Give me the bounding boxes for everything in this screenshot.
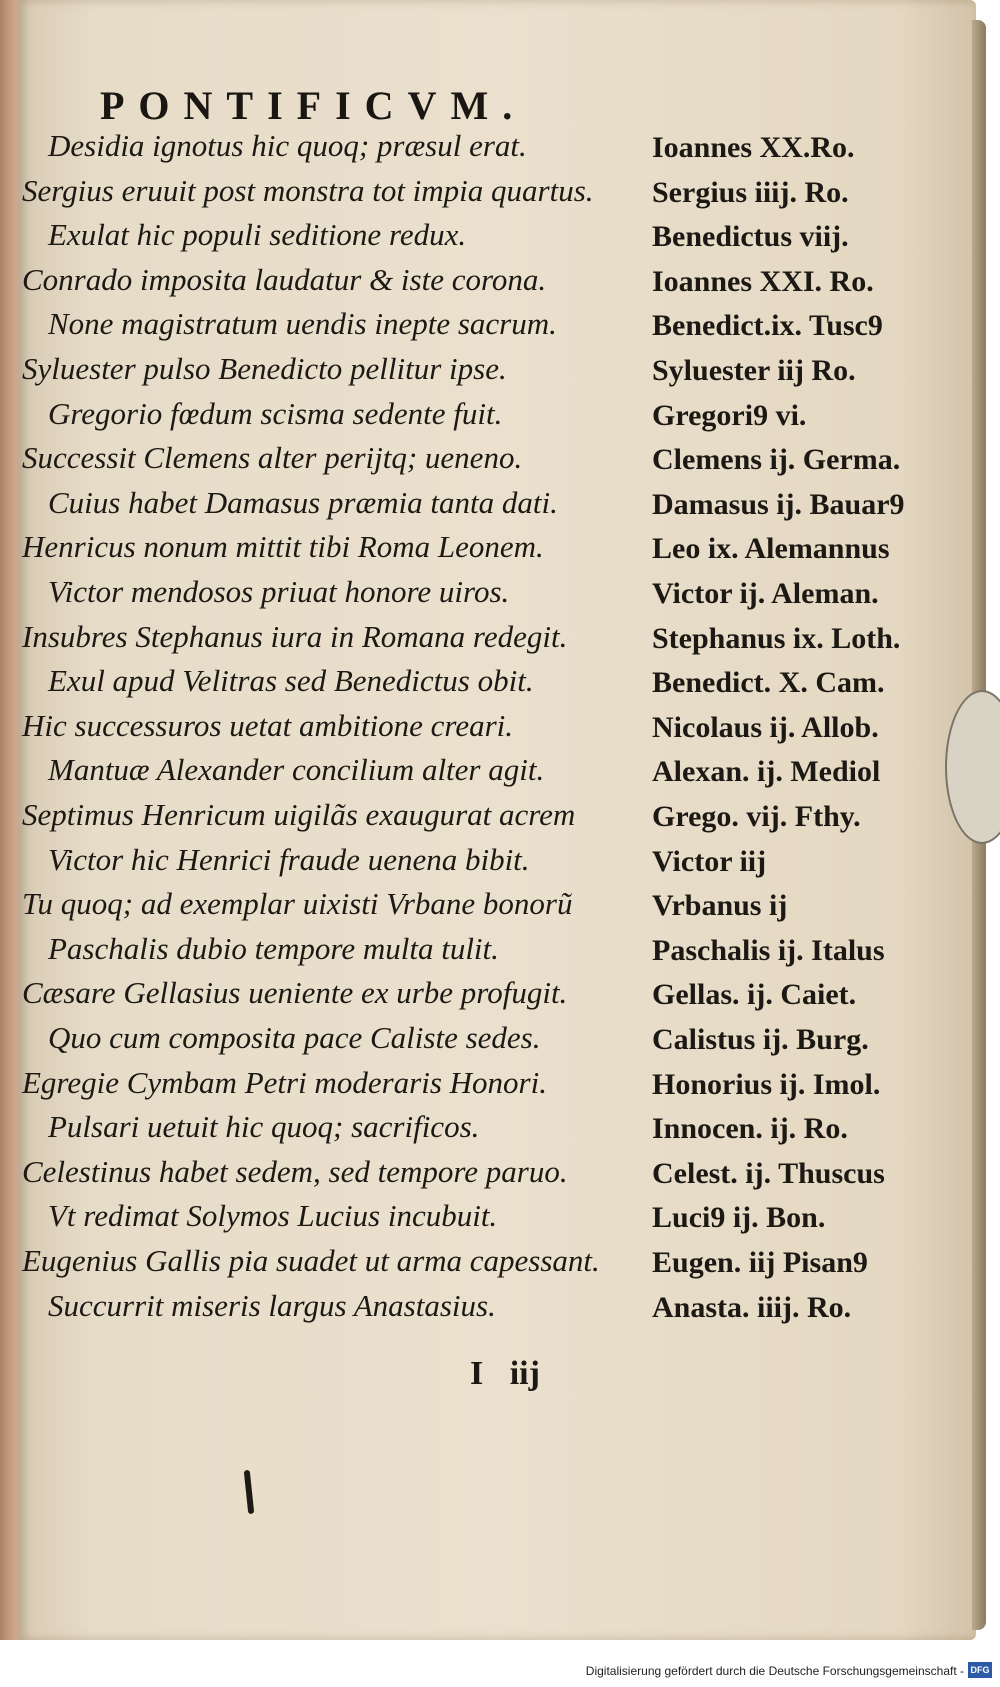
verse-line: Successit Clemens alter perijtq; ueneno. bbox=[22, 440, 523, 476]
pope-name: Benedictus viij. bbox=[652, 220, 849, 254]
verse-line: Quo cum composita pace Caliste sedes. bbox=[48, 1020, 541, 1055]
pope-name: Victor ij. Aleman. bbox=[652, 577, 879, 610]
pope-name: Gellas. ij. Caiet. bbox=[652, 978, 857, 1012]
pope-name: Paschalis ij. Italus bbox=[652, 933, 885, 967]
running-head: PONTIFICVM. bbox=[100, 83, 527, 128]
dfg-logo-icon: DFG bbox=[968, 1662, 992, 1678]
verse-line: Victor mendosos priuat honore uiros. bbox=[48, 574, 510, 609]
pope-name: Benedict.ix. Tusc9 bbox=[652, 309, 883, 343]
pope-name: Anasta. iiij. Ro. bbox=[652, 1290, 852, 1324]
verse-line: None magistratum uendis inepte sacrum. bbox=[48, 306, 557, 342]
pope-name: Eugen. iij Pisan9 bbox=[652, 1246, 868, 1279]
verse-line: Hic successuros uetat ambitione creari. bbox=[22, 707, 514, 743]
verse-line: Egregie Cymbam Petri moderaris Honori. bbox=[22, 1064, 547, 1100]
signature-mark: I iij bbox=[470, 1355, 540, 1392]
pope-name: Innocen. ij. Ro. bbox=[652, 1112, 848, 1146]
verse-line: Desidia ignotus hic quoq; præsul erat. bbox=[48, 128, 527, 163]
footer-credit: Digitalisierung gefördert durch die Deutsche Forschungsgemeinschaft - bbox=[585, 1664, 964, 1678]
pope-name: Vrbanus ij bbox=[652, 889, 788, 923]
pope-name: Benedict. X. Cam. bbox=[652, 666, 885, 700]
verse-line: Tu quoq; ad exemplar uixisti Vrbane bonorũ bbox=[22, 886, 573, 922]
verse-line: Cæsare Gellasius ueniente ex urbe profugit. bbox=[22, 975, 568, 1011]
pope-name: Syluester iij Ro. bbox=[652, 354, 856, 387]
verse-line: Celestinus habet sedem, sed tempore paruo. bbox=[22, 1153, 568, 1189]
pope-name: Grego. vij. Fthy. bbox=[652, 800, 861, 833]
pope-name: Gregori9 vi. bbox=[652, 398, 807, 432]
pope-name: Stephanus ix. Loth. bbox=[652, 621, 901, 655]
pope-name: Sergius iiij. Ro. bbox=[652, 175, 849, 209]
verse-line: Eugenius Gallis pia suadet ut arma capessant. bbox=[22, 1243, 600, 1278]
verse-line: Pulsari uetuit hic quoq; sacrificos. bbox=[48, 1109, 480, 1145]
verse-line: Paschalis dubio tempore multa tulit. bbox=[48, 930, 499, 966]
verse-line: Insubres Stephanus iura in Romana redegit. bbox=[22, 618, 568, 654]
verse-line: Sergius eruuit post monstra tot impia quartus. bbox=[22, 172, 594, 208]
pope-name: Victor iij bbox=[652, 844, 767, 878]
verse-line: Cuius habet Damasus præmia tanta dati. bbox=[48, 484, 558, 520]
pope-name: Damasus ij. Bauar9 bbox=[652, 487, 905, 521]
verse-line: Gregorio fœdum scisma sedente fuit. bbox=[48, 395, 503, 431]
verse-line: Conrado imposita laudatur & iste corona. bbox=[22, 261, 547, 297]
verse-line: Henricus nonum mittit tibi Roma Leonem. bbox=[22, 529, 544, 565]
verse-line: Vt redimat Solymos Lucius incubuit. bbox=[48, 1198, 498, 1234]
verse-line: Syluester pulso Benedicto pellitur ipse. bbox=[22, 351, 507, 386]
pope-name: Honorius ij. Imol. bbox=[652, 1067, 881, 1101]
verse-line: Victor hic Henrici fraude uenena bibit. bbox=[48, 841, 530, 877]
pope-name: Ioannes XXI. Ro. bbox=[652, 264, 874, 298]
verse-line: Mantuæ Alexander concilium alter agit. bbox=[48, 752, 545, 788]
pope-name: Luci9 ij. Bon. bbox=[652, 1201, 826, 1235]
verse-line: Succurrit miseris largus Anastasius. bbox=[48, 1287, 496, 1323]
pope-name: Celest. ij. Thuscus bbox=[652, 1156, 885, 1190]
pope-name: Alexan. ij. Mediol bbox=[652, 755, 881, 789]
verse-line: Septimus Henricum uigilãs exaugurat acrem bbox=[22, 797, 576, 832]
verse-line: Exulat hic populi seditione redux. bbox=[48, 217, 467, 253]
pope-name: Nicolaus ij. Allob. bbox=[652, 710, 879, 744]
pope-name: Leo ix. Alemannus bbox=[652, 532, 890, 566]
pope-name: Clemens ij. Germa. bbox=[652, 443, 901, 477]
verse-line: Exul apud Velitras sed Benedictus obit. bbox=[48, 663, 534, 699]
pope-name: Calistus ij. Burg. bbox=[652, 1023, 869, 1056]
pope-name: Ioannes XX.Ro. bbox=[652, 131, 855, 164]
